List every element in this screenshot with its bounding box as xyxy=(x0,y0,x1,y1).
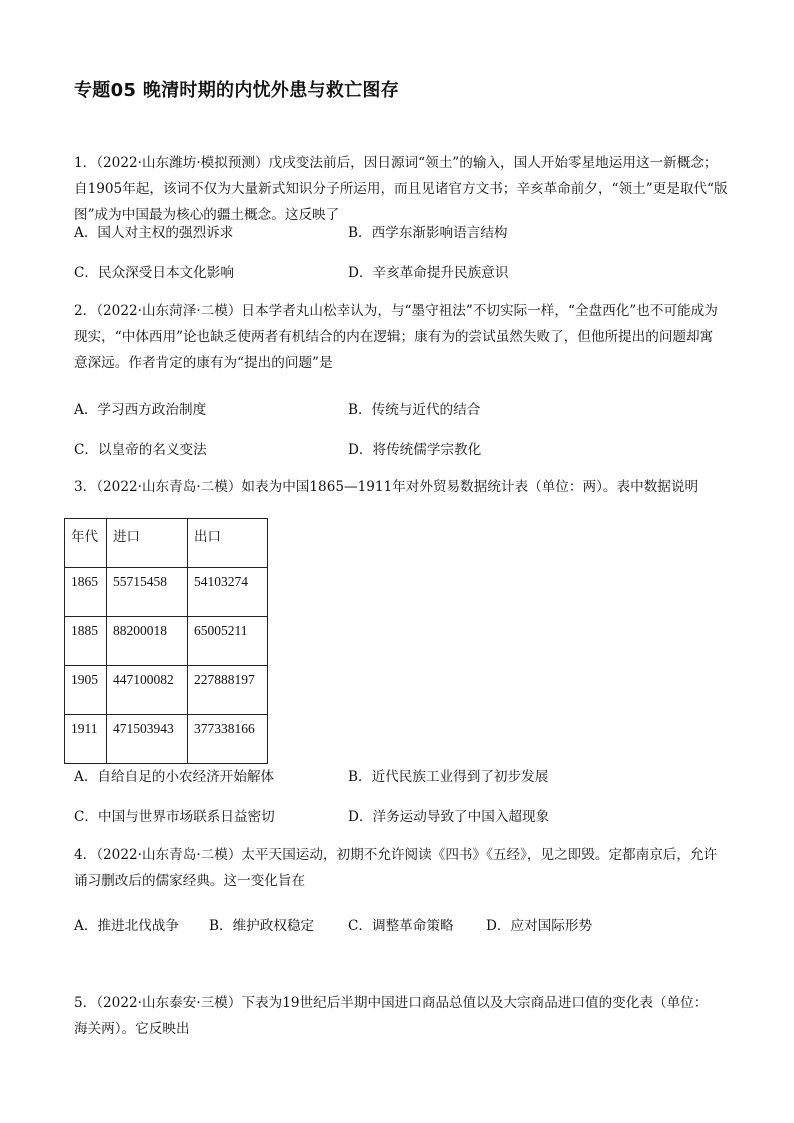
option-d[interactable]: D．应对国际形势 xyxy=(486,918,593,934)
table-cell: 65005211 xyxy=(188,617,268,666)
trade-data-table xyxy=(64,518,268,764)
question-text-line: 现实，“中体西用”论也缺乏使两者有机结合的内在逻辑；康有为的尝试虽然失败了，但他所提出的问题却寓 xyxy=(74,329,714,345)
table-header-cell: 出口 xyxy=(188,519,268,568)
table-row xyxy=(65,617,268,666)
option-d[interactable]: D．洋务运动导致了中国入超现象 xyxy=(348,809,550,825)
table-row xyxy=(65,715,268,764)
question-2-stem xyxy=(74,298,726,376)
question-4-stem xyxy=(74,842,726,894)
option-c[interactable]: C．调整革命策略 xyxy=(348,918,454,934)
question-text-line: 自1905年起，该词不仅为大量新式知识分子所运用，而且见诸官方文书；辛亥革命前夕，“领土”更是取代“版 xyxy=(74,181,728,197)
option-a[interactable]: A．国人对主权的强烈诉求 xyxy=(74,225,234,241)
question-text-line: 4．（2022·山东青岛·二模）太平天国运动，初期不允许阅读《四书》《五经》，见之即毁。定都南京后，允许 xyxy=(74,847,718,863)
question-text-line: 2．（2022·山东菏泽·二模）日本学者丸山松幸认为，与“墨守祖法”不切实际一样，“全盘西化”也不可能成为 xyxy=(74,303,718,319)
option-d[interactable]: D．辛亥革命提升民族意识 xyxy=(348,265,509,281)
option-c[interactable]: C．民众深受日本文化影响 xyxy=(74,265,234,281)
table-header-cell: 进口 xyxy=(107,519,188,568)
page-title: 专题05 晚清时期的内忧外患与救亡图存 xyxy=(74,80,400,101)
option-b[interactable]: B．西学东渐影响语言结构 xyxy=(348,225,508,241)
table-cell: 54103274 xyxy=(188,568,268,617)
option-d[interactable]: D．将传统儒学宗教化 xyxy=(348,442,482,458)
option-c[interactable]: C．中国与世界市场联系日益密切 xyxy=(74,809,275,825)
table-cell: 1885 xyxy=(65,617,107,666)
table-cell: 471503943 xyxy=(107,715,188,764)
option-a[interactable]: A．学习西方政治制度 xyxy=(74,402,207,418)
question-3-stem xyxy=(74,474,726,500)
question-text-line: 意深远。作者肯定的康有为“提出的问题”是 xyxy=(74,355,333,371)
option-c[interactable]: C．以皇帝的名义变法 xyxy=(74,442,207,458)
question-text-line: 图”成为中国最为核心的疆土概念。这反映了 xyxy=(74,207,340,223)
table-row xyxy=(65,666,268,715)
table-cell: 1865 xyxy=(65,568,107,617)
question-5-stem xyxy=(74,990,726,1042)
option-b[interactable]: B．传统与近代的结合 xyxy=(348,402,481,418)
table-cell: 55715458 xyxy=(107,568,188,617)
question-1-stem xyxy=(74,150,726,228)
question-text-line: 海关两）。它反映出 xyxy=(74,1021,190,1037)
table-row xyxy=(65,568,268,617)
option-b[interactable]: B．维护政权稳定 xyxy=(209,918,315,934)
option-a[interactable]: A．推进北伐战争 xyxy=(74,918,179,934)
table-cell: 447100082 xyxy=(107,666,188,715)
table-cell: 227888197 xyxy=(188,666,268,715)
table-cell: 1911 xyxy=(65,715,107,764)
question-text-line: 3．（2022·山东青岛·二模）如表为中国1865—1911年对外贸易数据统计表（单位：两）。表中数据说明 xyxy=(74,479,699,495)
option-a[interactable]: A．自给自足的小农经济开始解体 xyxy=(74,769,275,785)
table-cell: 1905 xyxy=(65,666,107,715)
table-header-row xyxy=(65,519,268,568)
table-cell: 88200018 xyxy=(107,617,188,666)
table-cell: 377338166 xyxy=(188,715,268,764)
question-text-line: 5．（2022·山东泰安·三模）下表为19世纪后半期中国进口商品总值以及大宗商品进口值的变化表（单位： xyxy=(74,995,708,1011)
question-text-line: 诵习删改后的儒家经典。这一变化旨在 xyxy=(74,873,306,889)
question-text-line: 1．（2022·山东潍坊·模拟预测）戊戌变法前后，因日源词“领土”的输入，国人开始零星地运用这一新概念； xyxy=(74,155,718,171)
option-b[interactable]: B．近代民族工业得到了初步发展 xyxy=(348,769,549,785)
table-header-cell: 年代 xyxy=(65,519,107,568)
